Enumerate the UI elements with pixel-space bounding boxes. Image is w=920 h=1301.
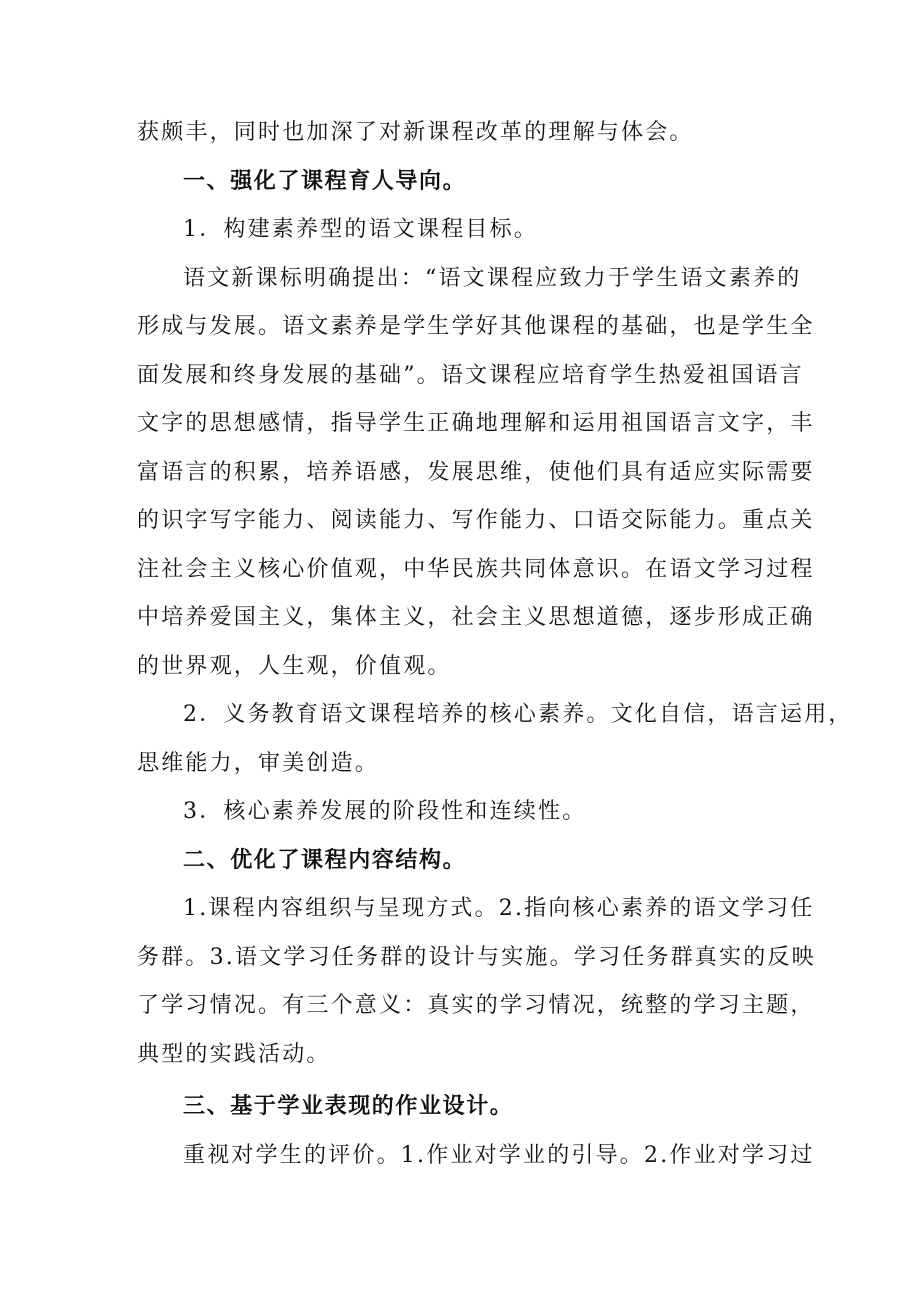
paragraph-line: 务群。3.语文学习任务群的设计与实施。学习任务群真实的反映	[137, 944, 816, 970]
section-heading-2: 二、优化了课程内容结构。	[183, 847, 467, 873]
paragraph-line: 2．义务教育语文课程培养的核心素养。文化自信，语言运用，	[183, 702, 853, 727]
paragraph-line: 的世界观，人生观，价值观。	[137, 653, 452, 679]
paragraph-line: 思维能力，审美创造。	[137, 750, 380, 776]
document-body	[137, 109, 853, 1180]
paragraph-line: 中培养爱国主义，集体主义，社会主义思想道德，逐步形成正确	[137, 605, 815, 630]
paragraph-line: 富语言的积累，培养语感，发展思维，使他们具有适应实际需要	[137, 459, 815, 485]
subsection-heading: 1．构建素养型的语文课程目标。	[183, 217, 538, 242]
section-heading-1: 一、强化了课程育人导向。	[183, 168, 467, 194]
paragraph-line: 注社会主义核心价值观，中华民族共同体意识。在语文学习过程	[137, 556, 815, 582]
paragraph-line: 语文新课标明确提出：“语文课程应致力于学生语文素养的	[183, 265, 802, 291]
paragraph-line: 获颇丰，同时也加深了对新课程改革的理解与体会。	[137, 120, 694, 145]
paragraph-line: 形成与发展。语文素养是学生学好其他课程的基础，也是学生全	[137, 314, 815, 339]
paragraph-line: 的识字写字能力、阅读能力、写作能力、口语交际能力。重点关	[137, 508, 815, 533]
paragraph-line: 1.课程内容组织与呈现方式。2.指向核心素养的语文学习任	[183, 896, 815, 921]
paragraph-line: 面发展和终身发展的基础”。语文课程应培育学生热爱祖国语言	[137, 362, 804, 388]
paragraph-line: 文字的思想感情，指导学生正确地理解和运用祖国语言文字，丰	[137, 411, 815, 436]
subsection-heading: 3．核心素养发展的阶段性和连续性。	[183, 799, 587, 824]
paragraph-line: 了学习情况。有三个意义：真实的学习情况，统整的学习主题，	[137, 993, 815, 1018]
paragraph-line: 重视对学生的评价。1.作业对学业的引导。2.作业对学习过	[183, 1142, 815, 1168]
section-heading-3: 三、基于学业表现的作业设计。	[183, 1094, 514, 1119]
paragraph-line: 典型的实践活动。	[137, 1041, 331, 1067]
